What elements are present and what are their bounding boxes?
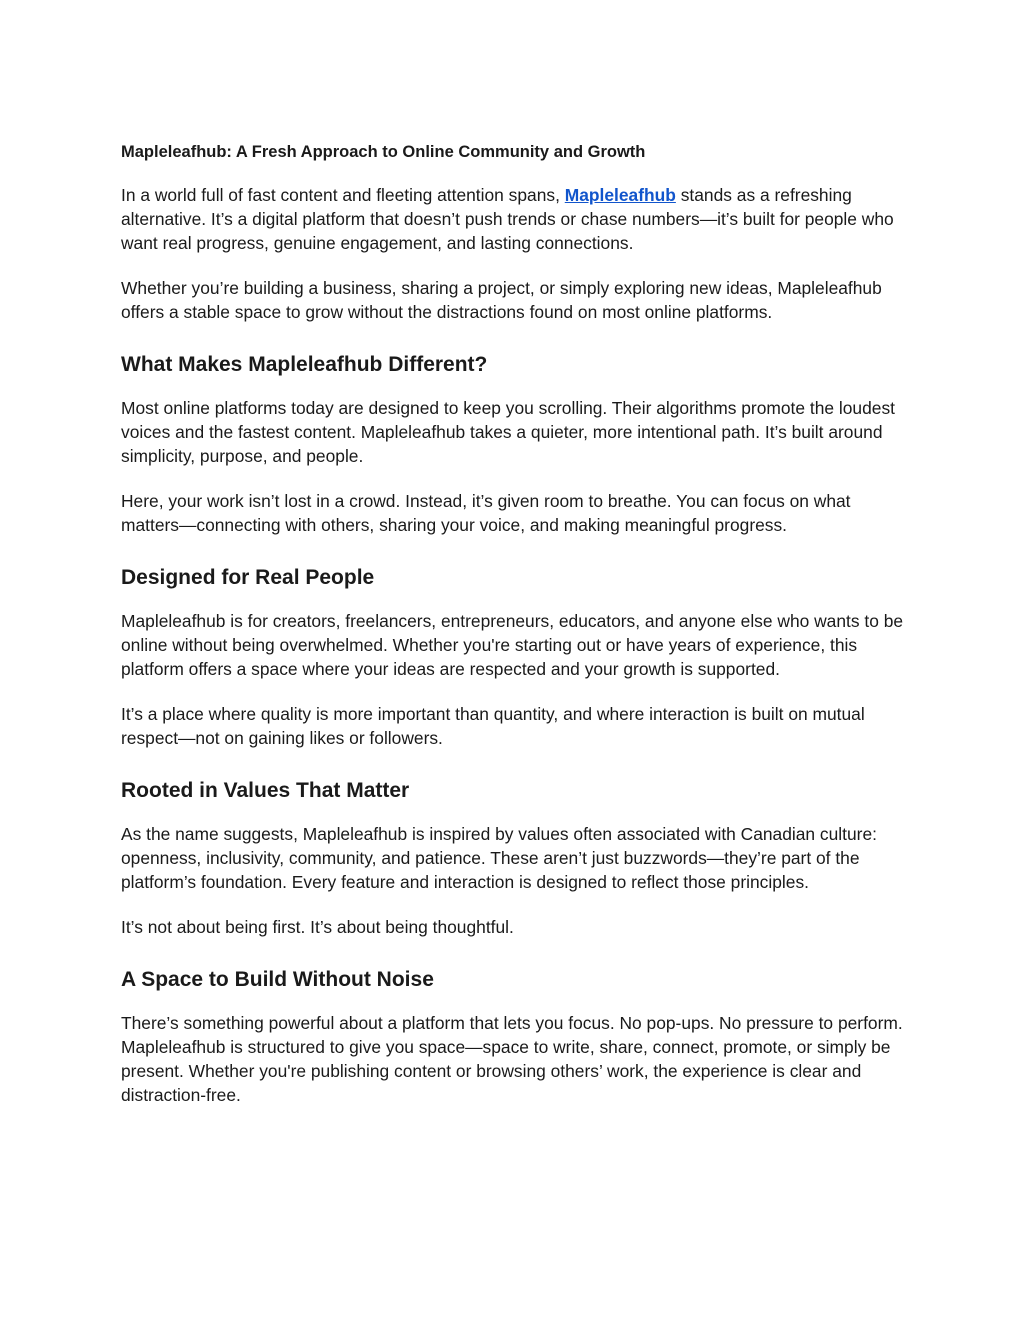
section-different-paragraph-1: Most online platforms today are designed to keep you scrolling. Their algorithms promote the loudest voices and the fastest content. Mapleleafhub takes a quieter, more intentional path. It’s built around simplicity, purpose, and people. [121, 398, 895, 467]
document-title: Mapleleafhub: A Fresh Approach to Online Community and Growth [121, 143, 646, 161]
intro-paragraph [121, 183, 904, 256]
section-real-people-paragraph-1: Mapleleafhub is for creators, freelancers, entrepreneurs, educators, and anyone else who wants to be online without being overwhelmed. Whether you're starting out or have years of experience, this platform offers a space where your ideas are respected and your growth is supported. [121, 611, 904, 680]
mapleleafhub-link[interactable]: Mapleleafhub [564, 185, 676, 205]
section-heading-without-noise: A Space to Build Without Noise [121, 967, 434, 991]
section-without-noise-paragraph-1: There’s something powerful about a platform that lets you focus. No pop-ups. No pressure to perform. Mapleleafhub is structured to give you space—space to write, share, connect, promote, or simply be present. Whether you're publishing content or browsing others’ work, the experience is clear and distraction-free. [121, 1012, 903, 1106]
section-values-paragraph-2: It’s not about being first. It’s about being thoughtful. [121, 916, 514, 937]
intro-text-after-link: stands as a refreshing alternative. It’s a digital platform that doesn’t push trends or chase numbers—it’s built for people who want real progress, genuine engagement, and lasting connections. [121, 185, 894, 254]
intro-text-before-link: In a world full of fast content and fleeting attention spans, [121, 185, 565, 205]
section-different-paragraph-2: Here, your work isn’t lost in a crowd. Instead, it’s given room to breathe. You can focus on what matters—connecting with others, sharing your voice, and making meaningful progress. [121, 490, 851, 535]
section-heading-values: Rooted in Values That Matter [121, 779, 410, 803]
intro-paragraph-2: Whether you’re building a business, sharing a project, or simply exploring new ideas, Mapleleafhub offers a stable space to grow without the distractions found on most online platforms. [121, 277, 882, 322]
section-real-people-paragraph-2: It’s a place where quality is more important than quantity, and where interaction is built on mutual respect—not on gaining likes or followers. [121, 703, 865, 748]
section-heading-real-people: Designed for Real People [121, 566, 375, 590]
section-values-paragraph-1: As the name suggests, Mapleleafhub is inspired by values often associated with Canadian culture: openness, inclusivity, community, and patience. These aren’t just buzzwords—they’re part of the platform’s foundation. Every feature and interaction is designed to reflect those principles. [121, 824, 877, 893]
section-heading-different: What Makes Mapleleafhub Different? [121, 353, 488, 377]
